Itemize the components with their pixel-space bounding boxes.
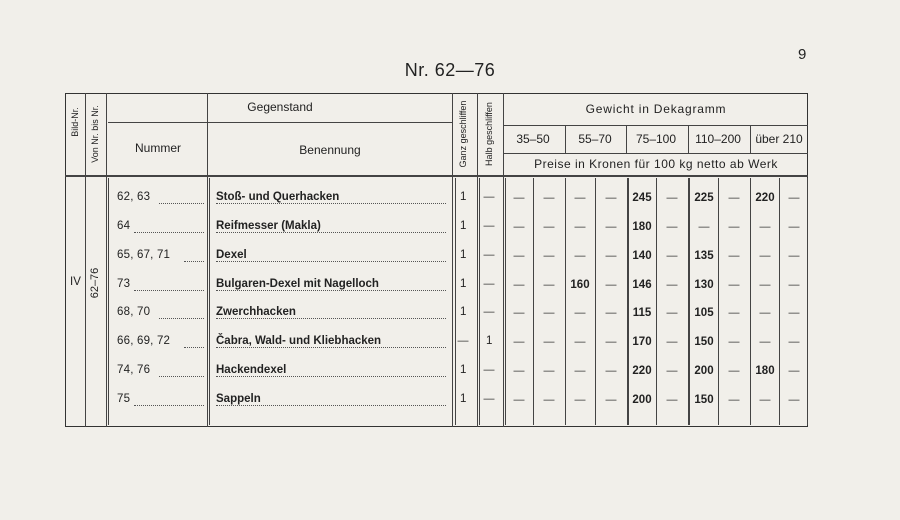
price-value: 170 [632,336,652,348]
price-dash: — [574,221,586,233]
row-ganz: 1 [460,191,467,203]
table-rule [477,93,478,427]
table-rule [207,93,208,427]
row-nummer: 62, 63 [117,191,151,203]
table-rule [718,178,719,425]
table-rule [85,93,86,427]
price-dash: — [666,192,678,204]
group-range: 62–76 [89,267,101,299]
price-dash: — [605,250,617,262]
price-dash: — [728,250,740,262]
price-value: 150 [694,394,714,406]
header-von-bis: Von Nr. bis Nr. [90,105,100,163]
price-dash: — [605,336,617,348]
table-rule [779,178,780,425]
dot-leader [134,290,204,291]
row-halb: — [483,220,495,232]
price-dash: — [513,336,525,348]
header-gegenstand: Gegenstand [247,100,313,114]
price-dash: — [788,221,800,233]
price-value: 220 [755,192,775,204]
row-halb: — [483,306,495,318]
row-benennung: Dexel [216,249,247,261]
table-rule [479,178,480,425]
price-dash: — [605,221,617,233]
price-dash: — [666,250,678,262]
price-value: 130 [694,279,714,291]
price-dash: — [759,336,771,348]
price-value: 160 [570,279,590,291]
price-dash: — [728,279,740,291]
header-range-3: 75–100 [635,132,677,146]
price-dash: — [574,394,586,406]
price-dash: — [543,250,555,262]
table-rule [565,178,566,425]
row-ganz: 1 [460,278,467,290]
price-dash: — [605,279,617,291]
table-rule [106,93,107,427]
dot-leader [216,203,446,204]
header-nummer: Nummer [134,141,182,155]
price-value: 140 [632,250,652,262]
table-rule [209,178,210,425]
table-rule [533,178,534,425]
header-bild-nr: Bild-Nr. [70,107,80,137]
price-value: 220 [632,365,652,377]
price-value: 200 [694,365,714,377]
dot-leader [184,261,204,262]
table-rule [503,153,808,154]
row-ganz: — [457,335,469,347]
price-value: 180 [755,365,775,377]
row-nummer: 75 [117,393,131,405]
row-nummer: 64 [117,220,131,232]
header-benennung: Benennung [299,143,361,157]
header-range-2: 55–70 [578,132,612,146]
price-value: 180 [632,221,652,233]
price-dash: — [788,365,800,377]
price-dash: — [605,307,617,319]
dot-leader [216,318,446,319]
row-benennung: Sappeln [216,393,261,405]
price-dash: — [728,192,740,204]
price-dash: — [574,250,586,262]
price-dash: — [728,365,740,377]
price-dash: — [513,394,525,406]
price-dash: — [513,250,525,262]
dot-leader [134,232,204,233]
price-dash: — [788,192,800,204]
price-value: 115 [632,307,652,319]
header-halb: Halb geschliffen [484,102,494,166]
dot-leader [159,376,204,377]
row-nummer: 66, 69, 72 [117,335,171,347]
price-dash: — [759,250,771,262]
price-dash: — [574,365,586,377]
header-ganz: Ganz geschliffen [458,100,468,168]
header-gewicht: Gewicht in Dekagramm [585,102,727,116]
row-ganz: 1 [460,249,467,261]
price-dash: — [759,307,771,319]
table-rule [565,125,566,153]
price-dash: — [605,394,617,406]
price-dash: — [666,365,678,377]
price-dash: — [759,279,771,291]
group-bild-nr: IV [70,276,81,288]
dot-leader [216,405,446,406]
page-title: Nr. 62—76 [404,60,496,80]
price-dash: — [543,221,555,233]
price-dash: — [543,336,555,348]
price-dash: — [513,279,525,291]
row-benennung: Stoß- und Querhacken [216,191,340,203]
row-benennung: Čabra, Wald- und Kliebhacken [216,335,382,347]
row-benennung: Hackendexel [216,364,287,376]
row-halb: 1 [486,335,493,347]
row-nummer: 73 [117,278,131,290]
price-dash: — [666,336,678,348]
page-number: 9 [798,46,807,63]
table-rule [688,125,689,153]
price-dash: — [759,221,771,233]
price-dash: — [788,279,800,291]
price-dash: — [513,307,525,319]
table-rule [688,178,689,425]
price-dash: — [698,221,710,233]
price-dash: — [543,394,555,406]
price-dash: — [788,394,800,406]
table-rule [689,178,690,425]
table-rule [503,125,808,126]
table-rule [455,178,456,425]
dot-leader [216,261,446,262]
dot-leader [216,376,446,377]
table-rule [656,178,657,425]
price-dash: — [543,192,555,204]
header-range-1: 35–50 [516,132,550,146]
row-ganz: 1 [460,364,467,376]
table-rule [108,122,452,123]
table-rule [750,125,751,153]
price-value: 105 [694,307,714,319]
table-rule [595,178,596,425]
table-rule [65,175,808,177]
row-ganz: 1 [460,220,467,232]
price-value: 200 [632,394,652,406]
row-nummer: 74, 76 [117,364,151,376]
row-halb: — [483,393,495,405]
price-dash: — [666,221,678,233]
price-dash: — [543,307,555,319]
price-dash: — [513,221,525,233]
price-dash: — [574,307,586,319]
price-value: 146 [632,279,652,291]
table-rule [108,178,109,425]
price-dash: — [728,307,740,319]
row-ganz: 1 [460,393,467,405]
price-value: 225 [694,192,714,204]
table-rule [627,178,628,425]
row-benennung: Reifmesser (Makla) [216,220,321,232]
dot-leader [159,203,204,204]
price-dash: — [788,250,800,262]
price-value: 150 [694,336,714,348]
dot-leader [134,405,204,406]
price-value: 245 [632,192,652,204]
header-range-4: 110–200 [695,132,741,146]
price-dash: — [513,365,525,377]
price-dash: — [513,192,525,204]
row-ganz: 1 [460,306,467,318]
dot-leader [216,290,446,291]
price-dash: — [759,394,771,406]
price-dash: — [728,394,740,406]
price-value: 135 [694,250,714,262]
dot-leader [184,347,204,348]
table-rule [505,178,506,425]
price-dash: — [574,336,586,348]
row-benennung: Bulgaren-Dexel mit Nagelloch [216,278,379,290]
row-halb: — [483,249,495,261]
table-rule [807,178,808,425]
price-dash: — [543,279,555,291]
price-dash: — [574,192,586,204]
table-rule [628,178,629,425]
row-benennung: Zwerchhacken [216,306,296,318]
row-halb: — [483,364,495,376]
table-rule [750,178,751,425]
price-dash: — [728,221,740,233]
price-dash: — [788,307,800,319]
header-range-5: über 210 [755,132,803,146]
dot-leader [159,318,204,319]
row-halb: — [483,191,495,203]
price-dash: — [605,365,617,377]
price-dash: — [605,192,617,204]
dot-leader [216,232,446,233]
row-nummer: 68, 70 [117,306,151,318]
price-dash: — [666,394,678,406]
price-dash: — [728,336,740,348]
price-dash: — [788,336,800,348]
table-rule [626,125,627,153]
table-rule [452,93,453,427]
dot-leader [216,347,446,348]
price-dash: — [666,307,678,319]
row-nummer: 65, 67, 71 [117,249,171,261]
table-rule [503,93,504,427]
header-preise: Preise in Kronen für 100 kg netto ab Werk [534,157,778,171]
row-halb: — [483,278,495,290]
price-dash: — [666,279,678,291]
price-dash: — [543,365,555,377]
